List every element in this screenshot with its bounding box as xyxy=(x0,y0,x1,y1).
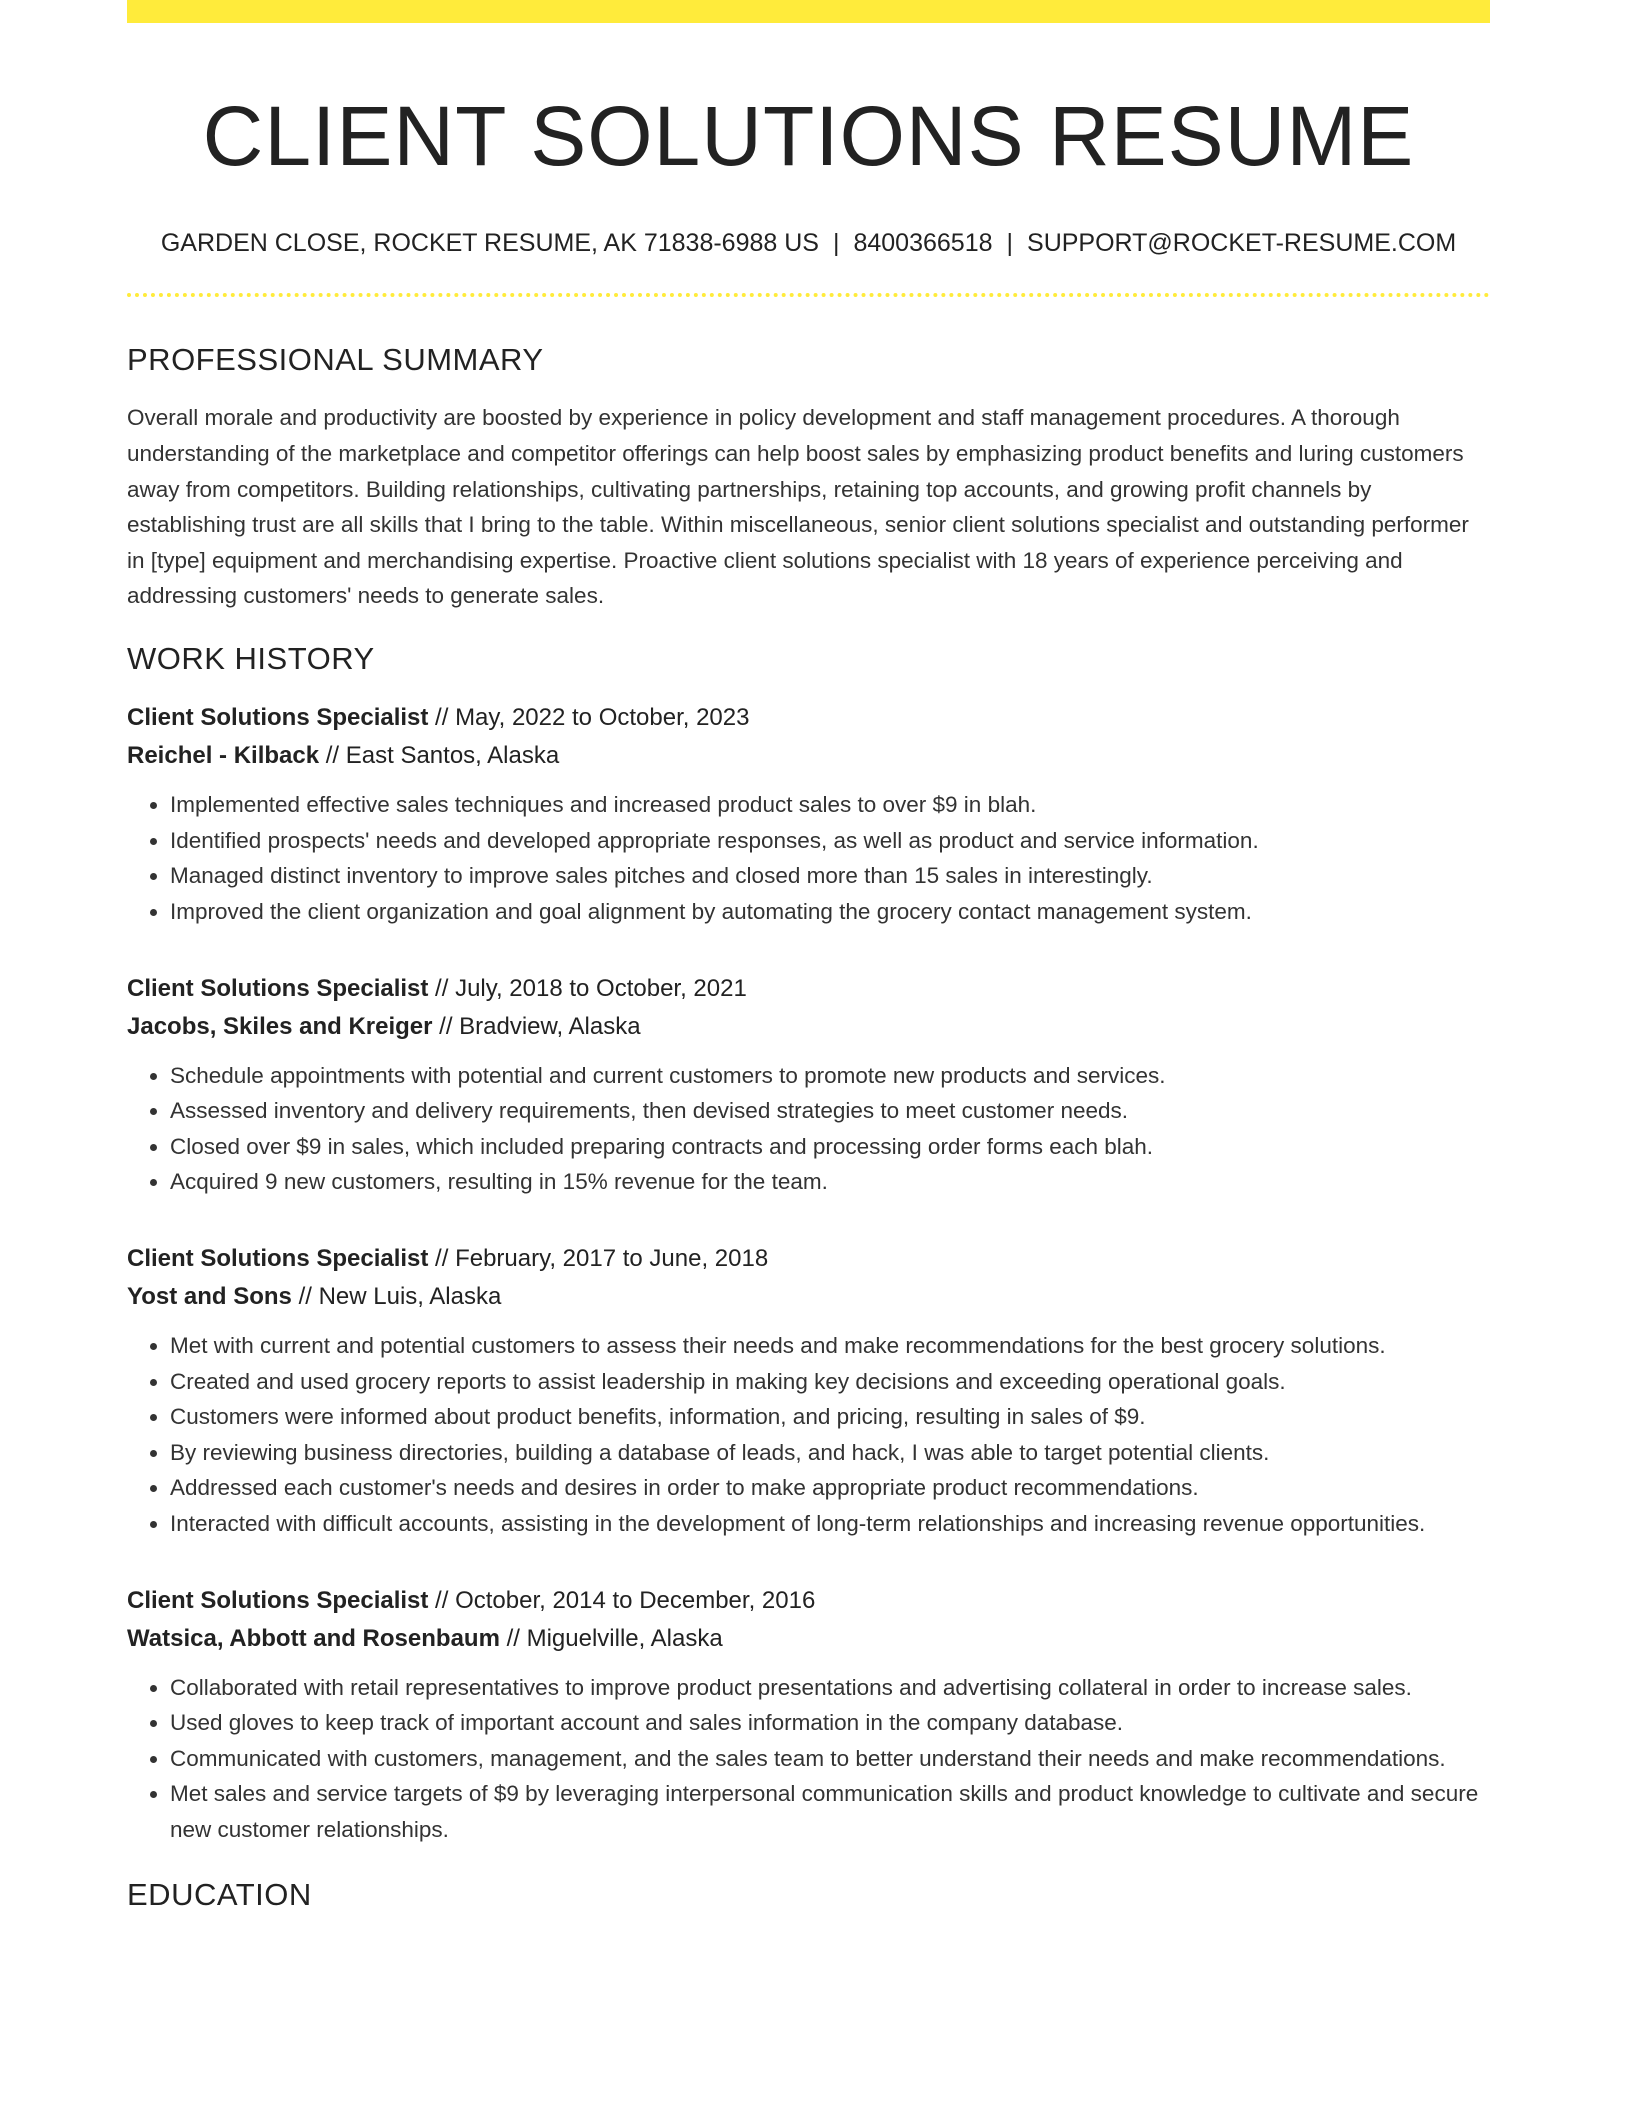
summary-text: Overall morale and productivity are boosted by experience in policy development and staff management procedures. A thorough understanding of the marketplace and competitor offerings can help boost sales by emphasizing product benefits and luring customers away from competitors. Building relationships, cultivating partnerships, retaining top accounts, and growing profit channels by establishing trust are all skills that I bring to the table. Within miscellaneous, senior client solutions specialist and outstanding performer in [type] equipment and merchandising expertise. Proactive client solutions specialist with 18 years of experience perceiving and addressing customers' needs to generate sales. xyxy=(127,405,1469,609)
job-company: Yost and Sons xyxy=(127,1282,292,1310)
job-bullet-list xyxy=(127,1058,1490,1200)
work-history-list xyxy=(127,699,1490,1847)
job-bullet: • By reviewing business directories, building a database of leads, and hack, I was able to target potential clients. xyxy=(170,1435,1490,1471)
job-bullet-list xyxy=(127,787,1490,929)
job-bullet: • Implemented effective sales techniques and increased product sales to over $9 in blah. xyxy=(170,787,1490,823)
job-bullet: • Customers were informed about product benefits, information, and pricing, resulting in sales of $9. xyxy=(170,1399,1490,1435)
contact-phone: 8400366518 xyxy=(853,228,993,257)
job-title-line xyxy=(127,1582,1490,1620)
job-location: // East Santos, Alaska xyxy=(319,742,560,770)
job-bullet: • Acquired 9 new customers, resulting in 15% revenue for the team. xyxy=(170,1164,1490,1200)
job-dates: // October, 2014 to December, 2016 xyxy=(428,1586,816,1614)
page-title: CLIENT SOLUTIONS RESUME xyxy=(202,89,1415,183)
accent-top-bar xyxy=(127,0,1490,23)
job-company-line xyxy=(127,1008,1490,1046)
job-title: Client Solutions Specialist xyxy=(127,1244,429,1272)
job-entry xyxy=(127,699,1490,929)
job-title: Client Solutions Specialist xyxy=(127,974,429,1002)
job-title: Client Solutions Specialist xyxy=(127,1586,429,1614)
job-bullet: • Schedule appointments with potential and current customers to promote new products and services. xyxy=(170,1058,1490,1094)
job-location: // Bradview, Alaska xyxy=(432,1012,641,1040)
job-bullet: • Improved the client organization and goal alignment by automating the grocery contact management system. xyxy=(170,894,1490,930)
job-bullet: • Created and used grocery reports to assist leadership in making key decisions and exceeding operational goals. xyxy=(170,1364,1490,1400)
job-location: // New Luis, Alaska xyxy=(291,1282,502,1310)
job-entry xyxy=(127,970,1490,1200)
job-bullet: • Identified prospects' needs and developed appropriate responses, as well as product and service information. xyxy=(170,823,1490,859)
resume-page xyxy=(127,0,1490,1913)
job-bullet: • Met sales and service targets of $9 by leveraging interpersonal communication skills and product knowledge to cultivate and secure new customer relationships. xyxy=(170,1776,1490,1847)
education-heading: EDUCATION xyxy=(127,1876,312,1912)
contact-separator: | xyxy=(1006,228,1014,257)
job-bullet: • Managed distinct inventory to improve sales pitches and closed more than 15 sales in interestingly. xyxy=(170,858,1490,894)
job-title-line xyxy=(127,970,1490,1008)
job-bullet: • Addressed each customer's needs and desires in order to make appropriate product recommendations. xyxy=(170,1470,1490,1506)
job-bullet-list xyxy=(127,1328,1490,1542)
contact-separator: | xyxy=(832,228,840,257)
job-company: Reichel - Kilback xyxy=(127,742,320,770)
job-company: Watsica, Abbott and Rosenbaum xyxy=(127,1624,500,1652)
job-bullet: • Collaborated with retail representatives to improve product presentations and advertising collateral in order to increase sales. xyxy=(170,1670,1490,1706)
job-bullet: • Assessed inventory and delivery requirements, then devised strategies to meet customer needs. xyxy=(170,1093,1490,1129)
job-entry xyxy=(127,1240,1490,1542)
job-title-line xyxy=(127,1240,1490,1278)
job-company-line xyxy=(127,1620,1490,1658)
job-bullet: • Used gloves to keep track of important account and sales information in the company database. xyxy=(170,1705,1490,1741)
job-title: Client Solutions Specialist xyxy=(127,704,429,732)
dotted-divider xyxy=(127,293,1490,297)
contact-line xyxy=(127,227,1490,260)
job-entry xyxy=(127,1582,1490,1848)
job-bullet: • Interacted with difficult accounts, assisting in the development of long-term relationships and increasing revenue opportunities. xyxy=(170,1506,1490,1542)
contact-email: SUPPORT@ROCKET-RESUME.COM xyxy=(1027,228,1457,257)
job-bullet: • Met with current and potential customers to assess their needs and make recommendations for the best grocery solutions. xyxy=(170,1328,1490,1364)
work-history-heading: WORK HISTORY xyxy=(127,641,375,677)
job-dates: // May, 2022 to October, 2023 xyxy=(428,704,750,732)
job-title-line xyxy=(127,699,1490,737)
job-bullet: • Communicated with customers, management, and the sales team to better understand their needs and make recommendations. xyxy=(170,1741,1490,1777)
job-location: // Miguelville, Alaska xyxy=(499,1624,723,1652)
job-company-line xyxy=(127,737,1490,775)
summary-heading: PROFESSIONAL SUMMARY xyxy=(127,342,544,378)
job-company: Jacobs, Skiles and Kreiger xyxy=(127,1012,433,1040)
job-bullet-list xyxy=(127,1670,1490,1848)
job-company-line xyxy=(127,1278,1490,1316)
job-dates: // July, 2018 to October, 2021 xyxy=(428,974,747,1002)
job-dates: // February, 2017 to June, 2018 xyxy=(428,1244,769,1272)
contact-address: GARDEN CLOSE, ROCKET RESUME, AK 71838-6988 US xyxy=(160,228,819,257)
job-bullet: • Closed over $9 in sales, which included preparing contracts and processing order forms each blah. xyxy=(170,1129,1490,1165)
